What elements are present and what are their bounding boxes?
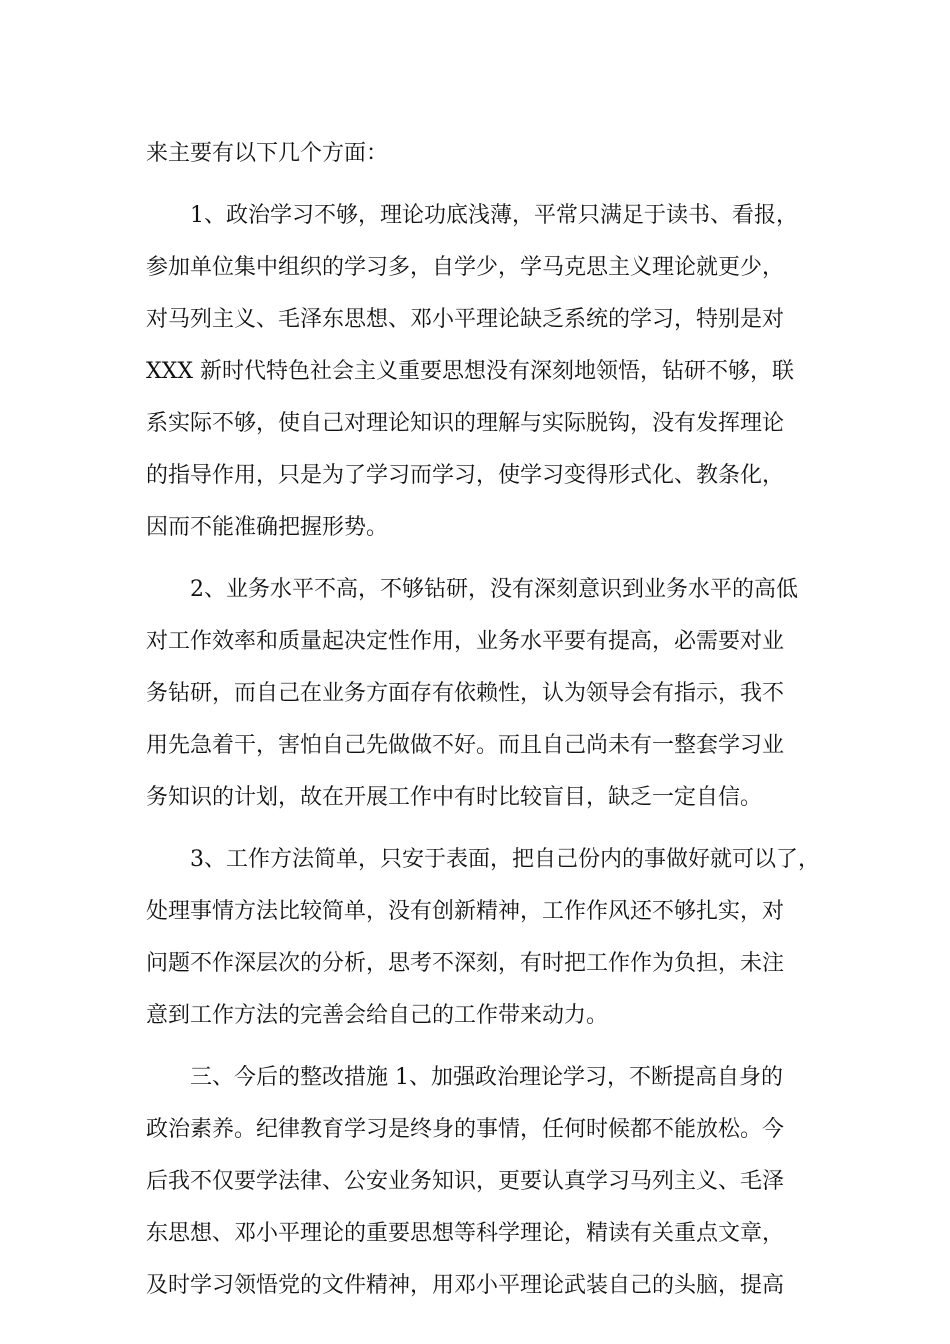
text-line: 意到工作方法的完善会给自己的工作带来动力。	[146, 1003, 609, 1028]
paragraph-1-line-1: 1、政治学习不够，理论功底浅薄，平常只满足于读书、看报，	[190, 203, 798, 228]
text-line: 及时学习领悟党的文件精神，用邓小平理论武装自己的头脑，提高	[146, 1273, 785, 1298]
text-line: 处理事情方法比较简单，没有创新精神，工作作风还不够扎实，对	[146, 899, 785, 924]
paragraph-3-line-1: 3、工作方法简单，只安于表面，把自己份内的事做好就可以了，	[190, 847, 820, 872]
text-line: 因而不能准确把握形势。	[146, 515, 389, 540]
paragraph-2-line-1: 2、业务水平不高，不够钻研，没有深刻意识到业务水平的高低	[190, 577, 798, 602]
text-line: 政治素养。纪律教育学习是终身的事情，任何时候都不能放松。今	[146, 1117, 785, 1142]
section-3-heading-line: 三、今后的整改措施 1、加强政治理论学习，不断提高自身的	[190, 1065, 783, 1090]
text-line: 来主要有以下几个方面：	[146, 141, 389, 166]
document-body	[146, 128, 820, 1312]
text-line: 问题不作深层次的分析，思考不深刻，有时把工作作为负担，未注	[146, 951, 785, 976]
text-line: 对工作效率和质量起决定性作用，业务水平要有提高，必需要对业	[146, 629, 785, 654]
text-line: 系实际不够，使自己对理论知识的理解与实际脱钩，没有发挥理论	[146, 411, 785, 436]
text-line: 务知识的计划，故在开展工作中有时比较盲目，缺乏一定自信。	[146, 785, 763, 810]
text-line: 务钻研，而自己在业务方面存有依赖性，认为领导会有指示，我不	[146, 681, 785, 706]
text-line: XXX 新时代特色社会主义重要思想没有深刻地领悟，钻研不够，联	[146, 359, 794, 384]
text-line: 对马列主义、毛泽东思想、邓小平理论缺乏系统的学习，特别是对	[146, 307, 785, 332]
text-line: 后我不仅要学法律、公安业务知识，更要认真学习马列主义、毛泽	[146, 1169, 785, 1194]
text-line: 的指导作用，只是为了学习而学习，使学习变得形式化、教条化，	[146, 463, 785, 488]
text-line: 用先急着干，害怕自己先做做不好。而且自己尚未有一整套学习业	[146, 733, 785, 758]
text-line: 东思想、邓小平理论的重要思想等科学理论，精读有关重点文章，	[146, 1221, 785, 1246]
text-line: 参加单位集中组织的学习多，自学少，学马克思主义理论就更少，	[146, 255, 785, 280]
